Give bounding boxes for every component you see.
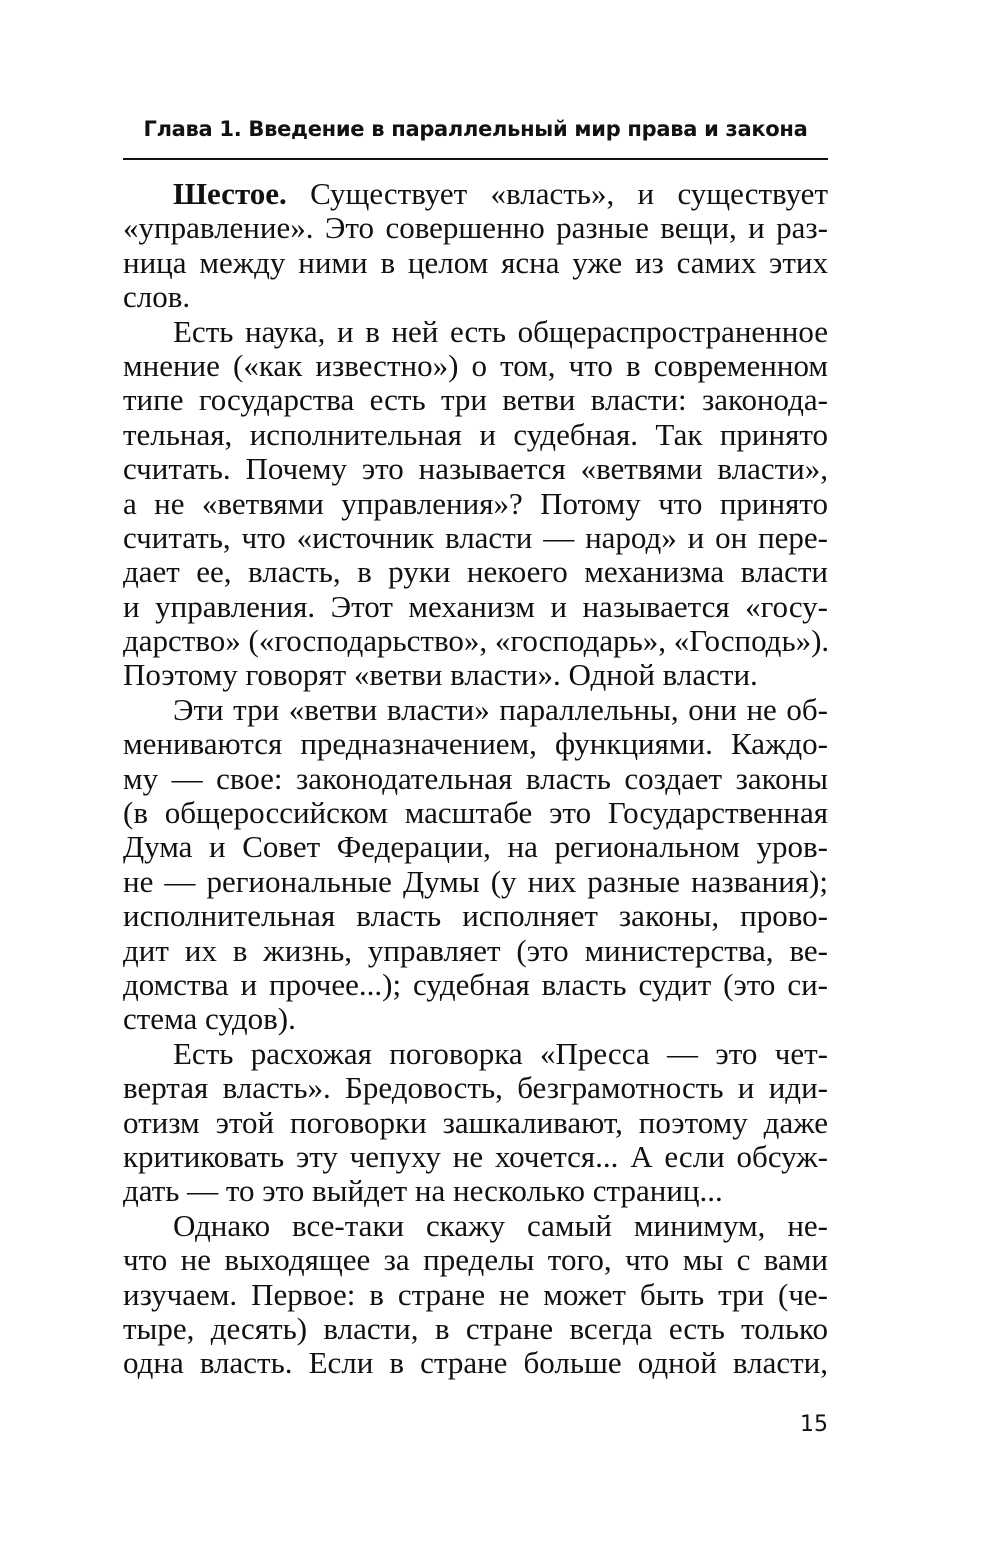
header-rule <box>123 158 828 160</box>
text-line: Эти три «ветви власти» параллельны, они не об- <box>173 691 828 727</box>
text-line: не — региональные Думы (у них разные названия); <box>123 863 828 899</box>
text-line: тыре, десять) власти, в стране всегда есть только <box>123 1310 828 1346</box>
paragraph <box>123 177 828 315</box>
text-line: «управление». Это совершенно разные вещи, и раз- <box>123 210 828 246</box>
text-line: мениваются предназначением, функциями. Каждо- <box>123 726 828 762</box>
paragraph <box>123 693 828 1037</box>
running-header: Глава 1. Введение в параллельный мир права и закона <box>143 117 808 141</box>
text-line: отизм этой поговорки зашкаливают, поэтому даже <box>123 1104 828 1140</box>
text-line <box>123 177 828 211</box>
paragraph <box>123 315 828 693</box>
text-line: исполнительная власть исполняет законы, прово- <box>123 898 828 934</box>
paragraph <box>123 1209 828 1381</box>
text-line: что не выходящее за пределы того, что мы с вами <box>123 1242 828 1278</box>
text-line: Поэтому говорят «ветви власти». Одной власти. <box>123 657 758 693</box>
text-line: ница между ними в целом ясна уже из самих этих <box>123 244 828 280</box>
text-line: критиковать эту чепуху не хочется... А если обсуж- <box>123 1138 828 1174</box>
text-line: Есть наука, и в ней есть общераспространенное <box>173 313 828 349</box>
text-line: дит их в жизнь, управляет (это министерства, ве- <box>123 932 828 968</box>
body-text <box>123 177 828 1381</box>
paragraph-lead: Шестое. <box>173 176 287 211</box>
text-line: Дума и Совет Федерации, на региональном уров- <box>123 829 828 865</box>
text-line: (в общероссийском масштабе это Государственная <box>123 795 828 831</box>
text-line: а не «ветвями управления»? Потому что принято <box>123 485 828 521</box>
text-line: му — свое: законодательная власть создает законы <box>123 760 828 796</box>
text-line: слов. <box>123 279 191 315</box>
text-line: домства и прочее...); судебная власть судит (это си- <box>123 966 828 1002</box>
page-number: 15 <box>800 1412 828 1437</box>
text-line: считать, что «источник власти — народ» и он пере- <box>123 519 828 555</box>
text-line: тельная, исполнительная и судебная. Так принято <box>123 416 828 452</box>
text-line: стема судов). <box>123 1001 296 1037</box>
text-line-content: Существует «власть», и существует <box>286 176 828 211</box>
text-line: считать. Почему это называется «ветвями власти», <box>123 451 828 487</box>
text-line: одна власть. Если в стране больше одной власти, <box>123 1345 828 1381</box>
paragraph <box>123 1037 828 1209</box>
text-line: и управления. Этот механизм и называется «госу- <box>123 588 828 624</box>
text-line: Однако все-таки скажу самый минимум, не- <box>173 1207 828 1243</box>
text-line: Есть расхожая поговорка «Пресса — это чет- <box>173 1035 828 1071</box>
text-line: вертая власть». Бредовость, безграмотность и иди- <box>123 1070 828 1106</box>
text-line: дать — то это выйдет на несколько страниц... <box>123 1173 723 1209</box>
text-line: дарство» («господарьство», «господарь», «Господь»). <box>123 623 830 659</box>
text-line: типе государства есть три ветви власти: законода- <box>123 382 828 418</box>
text-line: дает ее, власть, в руки некоего механизма власти <box>123 554 828 590</box>
text-line: мнение («как известно») о том, что в современном <box>123 347 828 383</box>
text-line: изучаем. Первое: в стране не может быть три (че- <box>123 1276 828 1312</box>
